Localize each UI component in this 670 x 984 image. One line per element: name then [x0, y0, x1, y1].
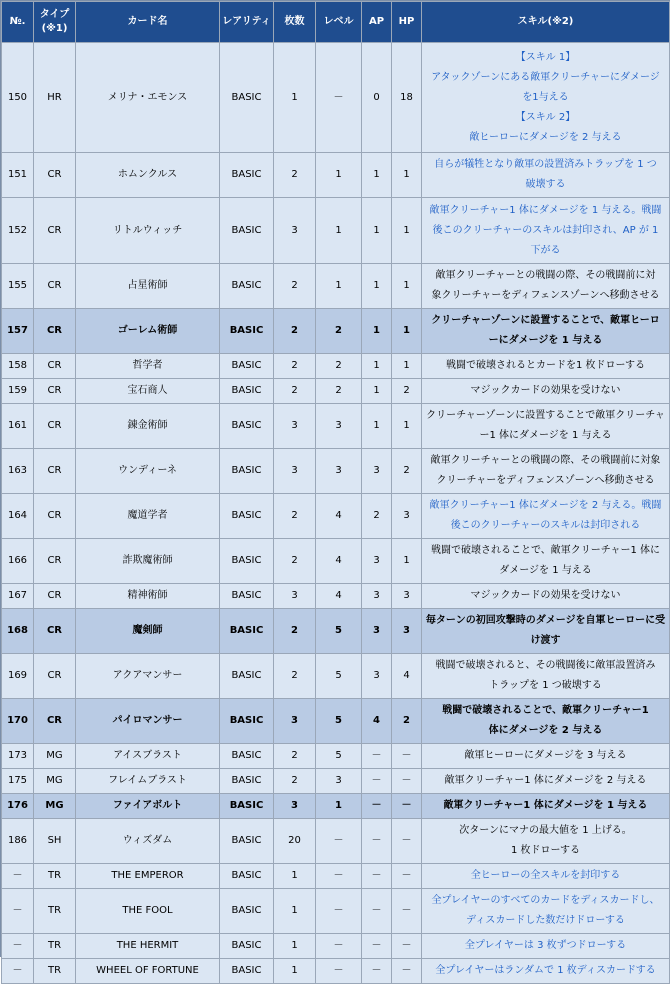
skill-line: 戦闘で破壊されることで、敵軍クリーチャー1 体に — [430, 545, 661, 556]
cell-type: TR — [34, 889, 76, 934]
cell-type: CR — [34, 309, 76, 354]
cell-skill — [422, 449, 670, 494]
cell-skill — [422, 864, 670, 889]
cell-name: 宝石商人 — [76, 379, 220, 404]
cell-count: 2 — [274, 539, 316, 584]
cell-type: CR — [34, 379, 76, 404]
cell-skill — [422, 609, 670, 654]
cell-rarity: BASIC — [220, 309, 274, 354]
cell-no: 173 — [2, 744, 34, 769]
cell-hp: 1 — [392, 153, 422, 198]
cell-ap: － — [362, 889, 392, 934]
table-body — [2, 43, 670, 984]
cell-hp: － — [392, 959, 422, 984]
skill-line: 戦闘で破壊されると、その戦闘後に敵軍設置済み — [435, 660, 656, 671]
cell-type: CR — [34, 404, 76, 449]
cell-no: 176 — [2, 794, 34, 819]
skill-line: 体にダメージを 2 与える — [488, 725, 603, 736]
header-no: №. — [2, 2, 34, 43]
cell-no: 157 — [2, 309, 34, 354]
table-row — [2, 794, 670, 819]
cell-type: MG — [34, 769, 76, 794]
skill-line: 1 枚ドローする — [510, 845, 581, 856]
cell-rarity: BASIC — [220, 864, 274, 889]
cell-count: 2 — [274, 494, 316, 539]
cell-ap: － — [362, 864, 392, 889]
cell-ap: 3 — [362, 539, 392, 584]
skill-line: クリーチャーをディフェンスゾーンへ移動させる — [436, 475, 655, 486]
cell-no: 163 — [2, 449, 34, 494]
table-row — [2, 959, 670, 984]
cell-skill — [422, 794, 670, 819]
cell-type: SH — [34, 819, 76, 864]
cell-count: 2 — [274, 654, 316, 699]
skill-line: マジックカードの効果を受けない — [470, 590, 621, 601]
cell-name: ウィズダム — [76, 819, 220, 864]
cell-ap: － — [362, 794, 392, 819]
cell-no: 155 — [2, 264, 34, 309]
cell-type: TR — [34, 959, 76, 984]
header-ap: AP — [362, 2, 392, 43]
skill-line: 【スキル 1】 — [515, 51, 576, 63]
cell-name: 魔剣師 — [76, 609, 220, 654]
cell-name: THE FOOL — [76, 889, 220, 934]
cell-type: CR — [34, 198, 76, 264]
cell-hp: 3 — [392, 609, 422, 654]
cell-count: 20 — [274, 819, 316, 864]
cell-hp: 1 — [392, 309, 422, 354]
header-type — [34, 2, 76, 43]
cell-skill — [422, 354, 670, 379]
header-skill: スキル(※2) — [422, 2, 670, 43]
cell-hp: － — [392, 769, 422, 794]
cell-skill — [422, 959, 670, 984]
table-row — [2, 539, 670, 584]
skill-line: ーにダメージを 1 与える — [488, 335, 603, 346]
cell-rarity: BASIC — [220, 264, 274, 309]
table-row — [2, 934, 670, 959]
header-type-note: (※1) — [41, 23, 68, 34]
cell-hp: － — [392, 819, 422, 864]
cell-rarity: BASIC — [220, 654, 274, 699]
skill-line: 破壊する — [525, 179, 566, 190]
cell-count: 1 — [274, 934, 316, 959]
cell-ap: 1 — [362, 264, 392, 309]
cell-skill — [422, 699, 670, 744]
table-row — [2, 449, 670, 494]
cell-level: － — [316, 819, 362, 864]
cell-rarity: BASIC — [220, 539, 274, 584]
cell-count: 2 — [274, 264, 316, 309]
cell-skill — [422, 539, 670, 584]
cell-count: 3 — [274, 198, 316, 264]
cell-count: 3 — [274, 699, 316, 744]
cell-count: 2 — [274, 309, 316, 354]
cell-count: 2 — [274, 354, 316, 379]
cell-ap: 1 — [362, 379, 392, 404]
cell-no: 166 — [2, 539, 34, 584]
cell-ap: 2 — [362, 494, 392, 539]
cell-level: 2 — [316, 379, 362, 404]
cell-hp: 1 — [392, 404, 422, 449]
skill-line: 敵軍クリーチャー1 体にダメージを 1 与える。戦闘 — [429, 204, 662, 216]
cell-skill — [422, 153, 670, 198]
cell-hp: 1 — [392, 264, 422, 309]
cell-skill — [422, 404, 670, 449]
skill-line: 全プレイヤーのすべてのカードをディスカードし、 — [431, 895, 660, 906]
cell-rarity: BASIC — [220, 889, 274, 934]
skill-line: 敵軍クリーチャーとの戦闘の際、その戦闘前に対 — [435, 270, 656, 281]
cell-count: 3 — [274, 584, 316, 609]
cell-rarity: BASIC — [220, 354, 274, 379]
cell-rarity: BASIC — [220, 584, 274, 609]
cell-type: HR — [34, 43, 76, 153]
header-name: カード名 — [76, 2, 220, 43]
cell-ap: 1 — [362, 309, 392, 354]
cell-name: 精神術師 — [76, 584, 220, 609]
cell-no: 168 — [2, 609, 34, 654]
cell-count: 2 — [274, 744, 316, 769]
cell-name: ウンディーネ — [76, 449, 220, 494]
cell-level: 1 — [316, 794, 362, 819]
cell-count: 1 — [274, 889, 316, 934]
table-row — [2, 769, 670, 794]
cell-name: フレイムブラスト — [76, 769, 220, 794]
cell-name: THE HERMIT — [76, 934, 220, 959]
cell-ap: 1 — [362, 354, 392, 379]
card-list-table — [1, 1, 670, 984]
cell-level: 3 — [316, 769, 362, 794]
cell-count: 2 — [274, 153, 316, 198]
cell-ap: 3 — [362, 609, 392, 654]
cell-type: CR — [34, 153, 76, 198]
cell-type: TR — [34, 864, 76, 889]
cell-skill — [422, 654, 670, 699]
cell-rarity: BASIC — [220, 794, 274, 819]
skill-line: 全プレイヤーは 3 枚ずつドローする — [464, 940, 627, 951]
cell-no: 167 — [2, 584, 34, 609]
cell-hp: － — [392, 934, 422, 959]
cell-type: CR — [34, 449, 76, 494]
cell-level: － — [316, 864, 362, 889]
skill-line: クリーチャーゾーンに設置することで敵軍クリーチャ — [426, 410, 665, 421]
skill-line: トラップを 1 つ破壊する — [489, 680, 602, 691]
table-row — [2, 379, 670, 404]
cell-no: 186 — [2, 819, 34, 864]
cell-ap: 1 — [362, 153, 392, 198]
cell-count: 1 — [274, 43, 316, 153]
cell-no: 175 — [2, 769, 34, 794]
cell-skill — [422, 819, 670, 864]
cell-count: 2 — [274, 769, 316, 794]
table-row — [2, 404, 670, 449]
cell-name: リトルウィッチ — [76, 198, 220, 264]
skill-line: ー1 体にダメージを 1 与える — [479, 430, 612, 441]
skill-line: 敵ヒーローにダメージを 2 与える — [469, 131, 622, 143]
cell-ap: 0 — [362, 43, 392, 153]
skill-line: 敵軍ヒーローにダメージを 3 与える — [464, 750, 627, 761]
cell-rarity: BASIC — [220, 744, 274, 769]
cell-level: 4 — [316, 494, 362, 539]
skill-line: を1与える — [522, 91, 569, 103]
cell-no: － — [2, 959, 34, 984]
cell-hp: － — [392, 744, 422, 769]
cell-no: 164 — [2, 494, 34, 539]
skill-line: 下がる — [530, 244, 561, 256]
cell-no: － — [2, 934, 34, 959]
cell-count: 2 — [274, 379, 316, 404]
cell-no: 158 — [2, 354, 34, 379]
cell-no: － — [2, 889, 34, 934]
cell-count: 3 — [274, 404, 316, 449]
cell-no: 151 — [2, 153, 34, 198]
cell-type: CR — [34, 494, 76, 539]
cell-skill — [422, 309, 670, 354]
skill-line: 毎ターンの初回攻撃時のダメージを自軍ヒーローに受け渡す — [425, 615, 666, 646]
cell-count: 3 — [274, 449, 316, 494]
skill-line: 全プレイヤーはランダムで 1 枚ディスカードする — [435, 965, 656, 976]
cell-no: 170 — [2, 699, 34, 744]
cell-level: － — [316, 43, 362, 153]
cell-count: 1 — [274, 959, 316, 984]
skill-line: ダメージを 1 与える — [499, 565, 592, 576]
skill-line: 象クリーチャーをディフェンスゾーンへ移動させる — [431, 290, 660, 301]
table-row — [2, 264, 670, 309]
table-row — [2, 309, 670, 354]
cell-rarity: BASIC — [220, 769, 274, 794]
cell-rarity: BASIC — [220, 494, 274, 539]
cell-level: 1 — [316, 264, 362, 309]
header-hp: HP — [392, 2, 422, 43]
cell-hp: 2 — [392, 379, 422, 404]
table-row — [2, 864, 670, 889]
cell-no: 161 — [2, 404, 34, 449]
skill-line: クリーチャーゾーンに設置することで、敵軍ヒーロ — [431, 315, 660, 326]
cell-name: 哲学者 — [76, 354, 220, 379]
skill-line: ディスカードした数だけドローする — [466, 915, 625, 926]
cell-ap: 3 — [362, 449, 392, 494]
skill-line: 敵軍クリーチャー1 体にダメージを 1 与える — [443, 800, 648, 811]
cell-rarity: BASIC — [220, 379, 274, 404]
cell-no: 159 — [2, 379, 34, 404]
cell-level: 5 — [316, 609, 362, 654]
cell-count: 1 — [274, 864, 316, 889]
cell-name: 占星術師 — [76, 264, 220, 309]
cell-ap: 1 — [362, 404, 392, 449]
skill-line: 【スキル 2】 — [515, 111, 576, 123]
skill-line: 戦闘で破壊されることで、敵軍クリーチャー1 — [442, 705, 649, 716]
cell-rarity: BASIC — [220, 153, 274, 198]
table-header-row — [2, 2, 670, 43]
cell-hp: 4 — [392, 654, 422, 699]
skill-line: アタックゾーンにある敵軍クリーチャーにダメージ — [431, 71, 660, 83]
cell-rarity: BASIC — [220, 699, 274, 744]
cell-type: CR — [34, 539, 76, 584]
header-type-label: タイプ — [39, 9, 70, 20]
cell-level: 4 — [316, 539, 362, 584]
cell-type: CR — [34, 609, 76, 654]
cell-name: アイスブラスト — [76, 744, 220, 769]
table-row — [2, 354, 670, 379]
table-row — [2, 609, 670, 654]
cell-level: 5 — [316, 654, 362, 699]
skill-line: 戦闘で破壊されるとカードを1 枚ドローする — [445, 360, 646, 371]
skill-line: 後このクリーチャーのスキルは封印される — [450, 520, 641, 531]
cell-count: 3 — [274, 794, 316, 819]
cell-rarity: BASIC — [220, 43, 274, 153]
cell-type: MG — [34, 794, 76, 819]
cell-count: 2 — [274, 609, 316, 654]
cell-rarity: BASIC — [220, 198, 274, 264]
cell-name: 詐欺魔術師 — [76, 539, 220, 584]
cell-hp: 3 — [392, 584, 422, 609]
table-row — [2, 819, 670, 864]
cell-rarity: BASIC — [220, 449, 274, 494]
cell-name: 錬金術師 — [76, 404, 220, 449]
skill-line: 全ヒーローの全スキルを封印する — [470, 870, 621, 881]
cell-hp: 1 — [392, 539, 422, 584]
cell-level: 2 — [316, 354, 362, 379]
cell-name: WHEEL OF FORTUNE — [76, 959, 220, 984]
table-row — [2, 494, 670, 539]
table-row — [2, 654, 670, 699]
cell-name: アクアマンサー — [76, 654, 220, 699]
skill-line: 敵軍クリーチャー1 体にダメージを 2 与える。戦闘 — [429, 500, 662, 511]
table-row — [2, 43, 670, 153]
table-row — [2, 699, 670, 744]
cell-type: TR — [34, 934, 76, 959]
cell-ap: － — [362, 959, 392, 984]
table-row — [2, 889, 670, 934]
cell-rarity: BASIC — [220, 404, 274, 449]
cell-level: 5 — [316, 699, 362, 744]
cell-type: CR — [34, 654, 76, 699]
cell-skill — [422, 264, 670, 309]
skill-line: 敵軍クリーチャー1 体にダメージを 2 与える — [444, 775, 647, 786]
cell-rarity: BASIC — [220, 934, 274, 959]
cell-level: 5 — [316, 744, 362, 769]
cell-hp: 2 — [392, 449, 422, 494]
cell-level: 3 — [316, 404, 362, 449]
skill-line: 後このクリーチャーのスキルは封印され、AP が 1 — [432, 224, 659, 236]
cell-name: ゴーレム術師 — [76, 309, 220, 354]
table-row — [2, 153, 670, 198]
cell-no: 150 — [2, 43, 34, 153]
cell-skill — [422, 889, 670, 934]
cell-hp: 1 — [392, 354, 422, 379]
cell-level: 3 — [316, 449, 362, 494]
cell-hp: － — [392, 794, 422, 819]
table-row — [2, 744, 670, 769]
cell-rarity: BASIC — [220, 609, 274, 654]
cell-ap: 4 — [362, 699, 392, 744]
cell-ap: － — [362, 744, 392, 769]
cell-skill — [422, 584, 670, 609]
cell-ap: － — [362, 769, 392, 794]
cell-level: 1 — [316, 153, 362, 198]
cell-name: THE EMPEROR — [76, 864, 220, 889]
header-level: レベル — [316, 2, 362, 43]
cell-skill — [422, 494, 670, 539]
cell-level: － — [316, 889, 362, 934]
cell-ap: － — [362, 934, 392, 959]
skill-line: 敵軍クリーチャーとの戦闘の際、その戦闘前に対象 — [430, 455, 661, 466]
cell-name: パイロマンサー — [76, 699, 220, 744]
cell-ap: 3 — [362, 654, 392, 699]
cell-name: ホムンクルス — [76, 153, 220, 198]
cell-name: ファイアボルト — [76, 794, 220, 819]
skill-line: マジックカードの効果を受けない — [470, 385, 621, 396]
cell-name: 魔道学者 — [76, 494, 220, 539]
cell-hp: 3 — [392, 494, 422, 539]
cell-ap: 3 — [362, 584, 392, 609]
cell-hp: － — [392, 889, 422, 934]
cell-skill — [422, 769, 670, 794]
cell-level: － — [316, 959, 362, 984]
cell-rarity: BASIC — [220, 959, 274, 984]
cell-skill — [422, 43, 670, 153]
cell-skill — [422, 744, 670, 769]
cell-no: － — [2, 864, 34, 889]
cell-type: CR — [34, 584, 76, 609]
skill-line: 次ターンにマナの最大値を 1 上げる。 — [459, 825, 632, 836]
cell-skill — [422, 934, 670, 959]
cell-ap: － — [362, 819, 392, 864]
cell-hp: 1 — [392, 198, 422, 264]
cell-level: 2 — [316, 309, 362, 354]
cell-skill — [422, 198, 670, 264]
skill-line: 自らが犠牲となり敵軍の設置済みトラップを 1 つ — [434, 159, 657, 170]
cell-skill — [422, 379, 670, 404]
header-count: 枚数 — [274, 2, 316, 43]
cell-level: 4 — [316, 584, 362, 609]
cell-hp: 18 — [392, 43, 422, 153]
cell-level: － — [316, 934, 362, 959]
cell-ap: 1 — [362, 198, 392, 264]
cell-hp: 2 — [392, 699, 422, 744]
table-row — [2, 198, 670, 264]
cell-type: CR — [34, 354, 76, 379]
cell-hp: － — [392, 864, 422, 889]
cell-type: CR — [34, 699, 76, 744]
table-row — [2, 584, 670, 609]
cell-type: CR — [34, 264, 76, 309]
cell-name: メリナ・エモンス — [76, 43, 220, 153]
cell-type: MG — [34, 744, 76, 769]
cell-no: 169 — [2, 654, 34, 699]
cell-level: 1 — [316, 198, 362, 264]
header-rarity: レアリティ — [220, 2, 274, 43]
cell-no: 152 — [2, 198, 34, 264]
cell-rarity: BASIC — [220, 819, 274, 864]
